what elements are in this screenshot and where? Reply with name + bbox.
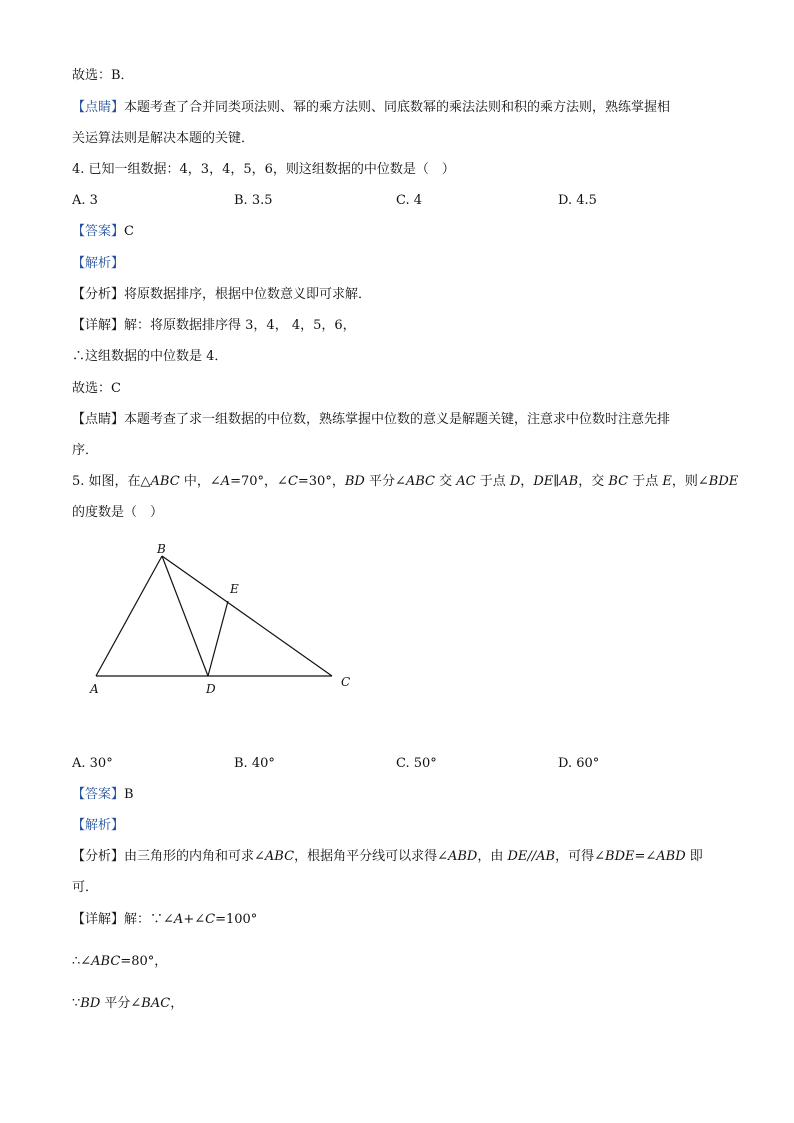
q5-option-c: C. 50° <box>396 756 437 771</box>
q4-jiexi: 【解析】 <box>72 256 125 271</box>
segment-de <box>208 601 228 676</box>
q4-stem: 4. 已知一组数据：4，3，4，5，6，则这组数据的中位数是（ ） <box>72 162 455 177</box>
edge-ab <box>96 556 162 676</box>
q4-remark-1: 【点睛】本题考查了求一组数据的中位数，熟练掌握中位数的意义是解题关键，注意求中位数时注意先排 <box>72 412 671 427</box>
q5-option-d: D. 60° <box>558 756 600 771</box>
q5-step-1: ∴∠ABC=80°， <box>72 954 168 969</box>
q4-analysis: 【分析】将原数据排序，根据中位数意义即可求解． <box>72 287 372 302</box>
remark-line-2: 关运算法则是解决本题的关键． <box>72 131 255 146</box>
label-b: B <box>157 542 166 556</box>
q4-choose: 故选：C <box>72 381 121 396</box>
previous-conclusion: 故选：B． <box>72 68 134 83</box>
q5-option-a: A. 30° <box>72 756 113 771</box>
q5-step-2: ∵BD 平分∠BAC， <box>72 996 184 1011</box>
q4-detail: 【详解】解：将原数据排序得 3，4， 4，5，6， <box>72 318 356 333</box>
q5-option-b: B. 40° <box>234 756 275 771</box>
remark-line-1: 【点睛】本题考查了合并同类项法则、幂的乘方法则、同底数幂的乘法法则和积的乘方法则，熟练掌握相 <box>72 100 671 115</box>
q5-answer: 【答案】B <box>72 787 134 802</box>
q5-stem-1: 5. 如图，在△ABC 中，∠A=70°，∠C=30°，BD 平分∠ABC 交 AC 于点 D，DE∥AB，交 BC 于点 E，则∠BDE <box>72 474 739 489</box>
q4-answer: 【答案】C <box>72 224 134 239</box>
triangle-figure <box>80 536 380 706</box>
q4-option-b: B. 3.5 <box>234 193 273 208</box>
q4-option-c: C. 4 <box>396 193 423 208</box>
label-e: E <box>230 582 239 596</box>
q5-jiexi: 【解析】 <box>72 818 125 833</box>
q4-option-d: D. 4.5 <box>558 193 597 208</box>
edge-bc <box>162 556 332 676</box>
segment-bd <box>162 556 208 676</box>
q5-detail: 【详解】解：∵∠A+∠C=100° <box>72 912 258 927</box>
label-d: D <box>206 682 216 696</box>
q5-analysis-2: 可． <box>72 880 99 895</box>
q5-stem-2: 的度数是（ ） <box>72 505 164 520</box>
q4-remark-2: 序． <box>72 443 99 458</box>
q4-option-a: A. 3 <box>72 193 98 208</box>
label-a: A <box>90 682 99 696</box>
q5-analysis-1: 【分析】由三角形的内角和可求∠ABC，根据角平分线可以求得∠ABD，由 DE//AB，可得∠BDE=∠ABD 即 <box>72 849 703 864</box>
label-c: C <box>341 675 351 689</box>
q4-conclusion: ∴这组数据的中位数是 4． <box>72 349 228 364</box>
